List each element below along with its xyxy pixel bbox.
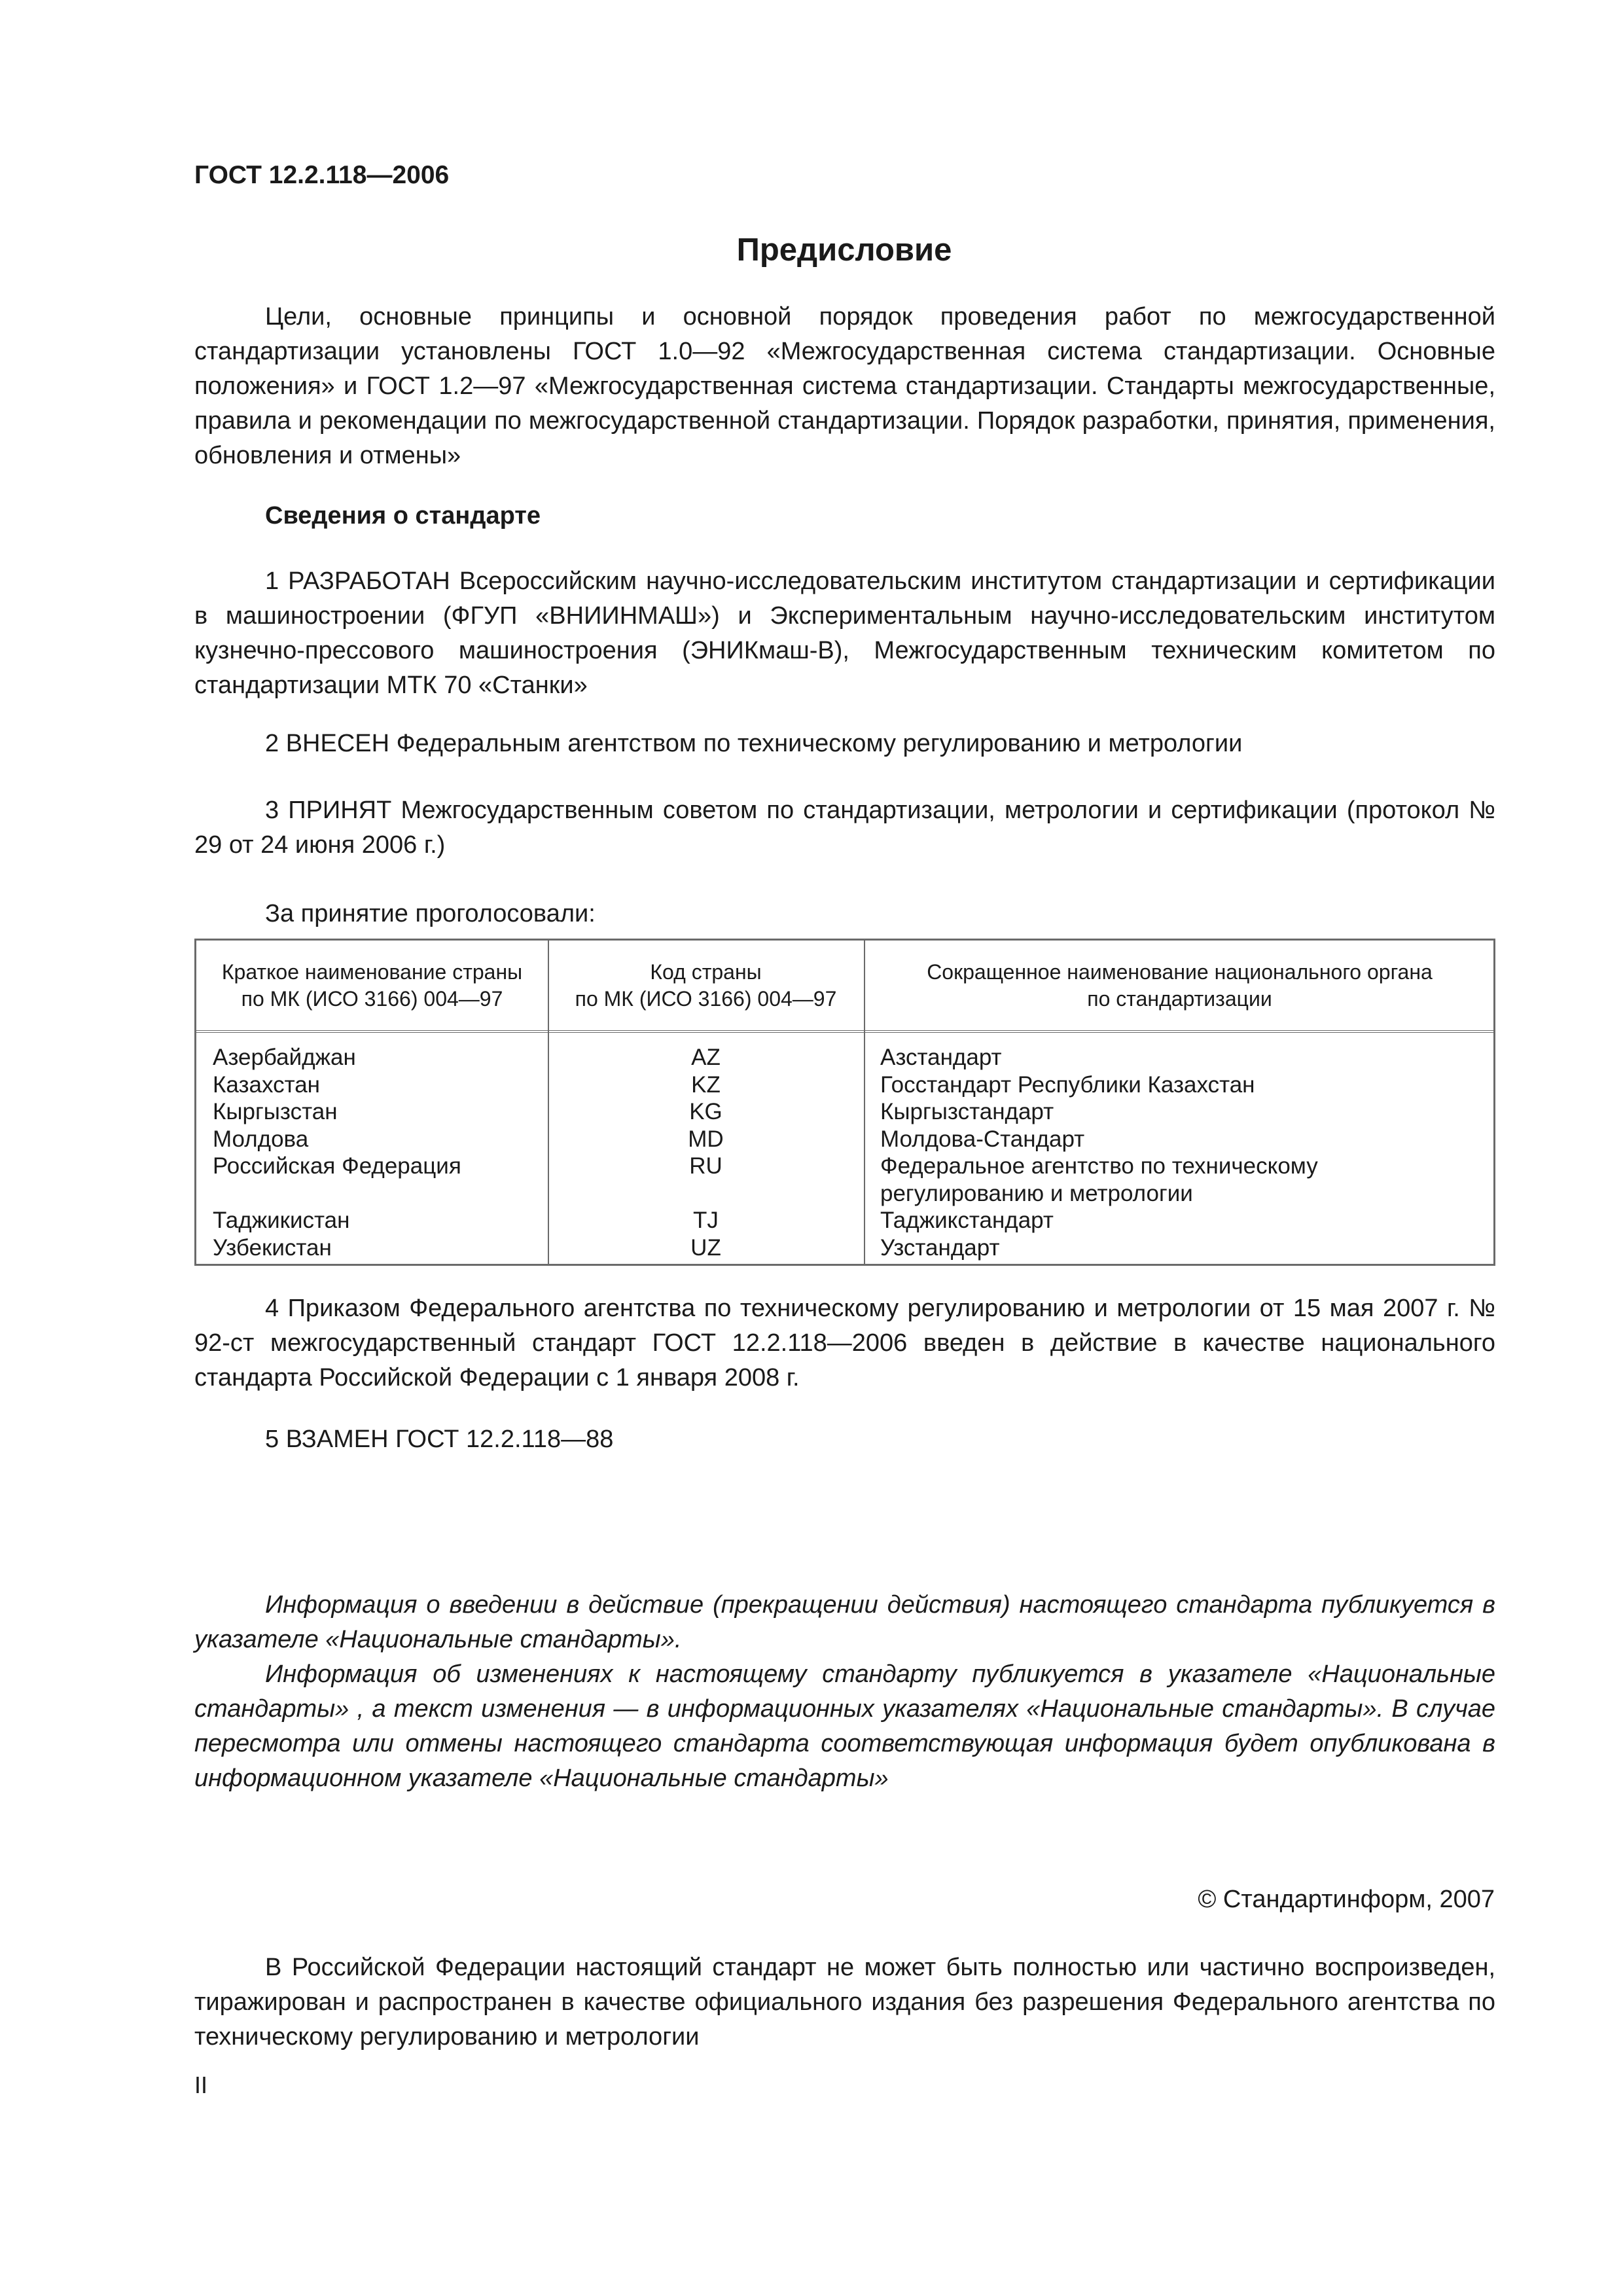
page-number: II xyxy=(194,2072,208,2098)
table-cell: Азстандарт xyxy=(880,1045,1002,1070)
item-5-replaces: 5 ВЗАМЕН ГОСТ 12.2.118—88 xyxy=(265,1426,614,1453)
table-cell: TJ xyxy=(693,1208,719,1233)
table-cell: MD xyxy=(688,1126,724,1152)
table-cell: AZ xyxy=(691,1045,721,1070)
table-cell: RU xyxy=(689,1153,722,1179)
legal-notice: В Российской Федерации настоящий стандарт не может быть полностью или частично воспроизведен, тиражирован и распространен в качестве официального издания без разрешения Федерального агентства по техническому регулированию и метрологии xyxy=(194,1954,1495,2051)
table-cell: Казахстан xyxy=(213,1071,321,1098)
header-body: Сокращенное наименование национального органа по стандартизации xyxy=(927,960,1433,1011)
notice-publication: Информация о введении в действие (прекращении действия) настоящего стандарта публикуется в указателе «Национальные стандарты». xyxy=(194,1591,1495,1653)
table-cell: Таджикистан xyxy=(213,1208,350,1233)
table-cell: Российская Федерация xyxy=(213,1153,461,1179)
table-cell: Федеральное агентство по техническому xyxy=(880,1153,1318,1179)
table-cell: Госстандарт Республики Казахстан xyxy=(880,1071,1255,1098)
info-heading: Сведения о стандарте xyxy=(265,502,541,529)
item-4-enacted: 4 Приказом Федерального агентства по техническому регулированию и метрологии от 15 мая 2007 г. № 92-ст межгосударственный стандарт ГОСТ 12.2.118—2006 введен в действие в качестве национального стандарта Российской Федерации с 1 января 2008 г. xyxy=(194,1295,1495,1391)
vote-label: За принятие проголосовали: xyxy=(265,900,596,927)
voting-table xyxy=(194,939,1495,1266)
table-cell: регулированию и метрологии xyxy=(880,1180,1193,1206)
table-cell: Молдова-Стандарт xyxy=(880,1126,1085,1152)
table-cell xyxy=(548,1180,864,1208)
table-header-separator xyxy=(196,1030,1493,1033)
table-cell xyxy=(213,1180,540,1208)
code-column xyxy=(548,1044,864,1261)
table-cell: UZ xyxy=(690,1234,721,1261)
copyright: © Стандартинформ, 2007 xyxy=(1198,1886,1495,1913)
item-1-developed: 1 РАЗРАБОТАН Всероссийским научно-исследовательским институтом стандартизации и сертификации в машиностроении (ФГУП «ВНИИНМАШ») и Экспериментальным научно-исследовательским институтом кузнечно-прессового машиностроения (ЭНИКмаш-В), Межгосударственным техническим комитетом по стандартизации МТК 70 «Станки» xyxy=(194,567,1495,699)
header-code: Код страны по МК (ИСО 3166) 004—97 xyxy=(575,960,837,1011)
item-2-submitted: 2 ВНЕСЕН Федеральным агентством по техническому регулированию и метрологии xyxy=(265,730,1243,757)
intro-paragraph: Цели, основные принципы и основной порядок проведения работ по межгосударственной стандартизации установлены ГОСТ 1.0—92 «Межгосударственная система стандартизации. Основные положения» и ГОСТ 1.2—97 «Межгосударственная система стандартизации. Стандарты межгосударственные, правила и рекомендации по межгосударственной стандартизации. Порядок разработки, принятия, применения, обновления и отмены» xyxy=(194,303,1495,469)
item-3-adopted: 3 ПРИНЯТ Межгосударственным советом по стандартизации, метрологии и сертификации (протокол № 29 от 24 июня 2006 г.) xyxy=(194,797,1495,859)
table-cell: Узбекистан xyxy=(213,1234,332,1261)
table-cell: KZ xyxy=(691,1071,721,1098)
notice-changes: Информация об изменениях к настоящему стандарту публикуется в указателе «Национальные стандарты» , а текст изменения — в информационных указателях «Национальные стандарты». В случае пересмотра или отмены настоящего стандарта соответствующая информация будет опубликована в информационном указателе «Национальные стандарты» xyxy=(194,1660,1495,1792)
page-title: Предисловие xyxy=(736,232,952,268)
table-cell: Кыргызстандарт xyxy=(880,1099,1054,1124)
country-column xyxy=(213,1044,540,1261)
body-column xyxy=(880,1044,1489,1261)
table-cell: Кыргызстан xyxy=(213,1099,338,1124)
table-cell: KG xyxy=(689,1099,722,1124)
header-country: Краткое наименование страны по МК (ИСО 3166) 004—97 xyxy=(221,960,523,1011)
table-cell: Молдова xyxy=(213,1126,309,1152)
table-cell: Азербайджан xyxy=(213,1045,356,1070)
table-cell: Таджикстандарт xyxy=(880,1208,1054,1233)
table-cell: Узстандарт xyxy=(880,1234,1000,1261)
document-header: ГОСТ 12.2.118—2006 xyxy=(194,161,450,189)
